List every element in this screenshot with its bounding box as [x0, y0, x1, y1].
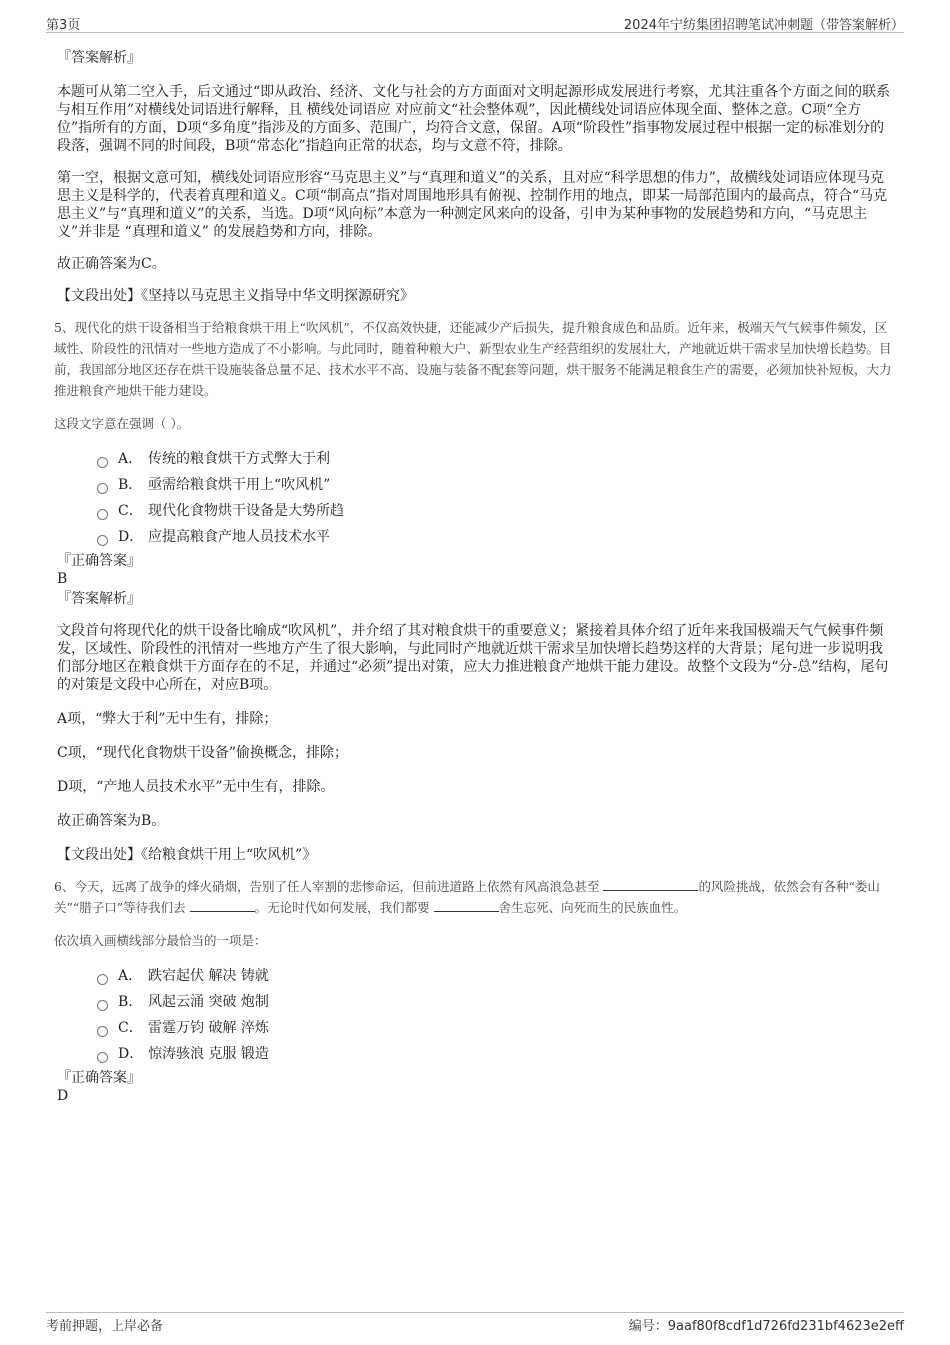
radio-icon[interactable]: [97, 1026, 108, 1037]
q5-option-c-note: C项，“现代化食物烘干设备”偷换概念，排除；: [57, 745, 349, 761]
radio-icon[interactable]: [97, 1000, 108, 1011]
q6-option-a[interactable]: A． 跌宕起伏 解决 铸就: [97, 963, 893, 989]
page-content: [54, 46, 893, 1105]
blank-3: [434, 899, 499, 912]
q5-answer: B: [57, 571, 68, 587]
q5-option-a[interactable]: A． 传统的粮食烘干方式弊大于利: [97, 446, 893, 472]
page-number: 第3页: [46, 18, 81, 33]
blank-2: [190, 899, 255, 912]
document-serial: 编号：9aaf80f8cdf1d726fd231bf4623e2eff: [628, 1319, 904, 1334]
radio-icon[interactable]: [97, 457, 108, 468]
q5-option-d[interactable]: D． 应提高粮食产地人员技术水平: [97, 524, 893, 550]
page-footer: [46, 1312, 904, 1335]
q5-analysis: 文段首句将现代化的烘干设备比喻成“吹风机”，并介绍了其对粮食烘干的重要意义；紧接着具体介绍了近年来我国极端天气气候事件频发，区域性、阶段性的汛情对一些地方产生了很大影响，与此同时产地就近烘干需求呈加快增长趋势这样的大背景；尾句进一步说明我们部分地区在粮食烘干方面存在的不足，并通过“必须”提出对策，应大力推进粮食产地烘干能力建设。故整个文段为“分-总”结构，尾句的对策是文段中心所在，对应B项。: [57, 623, 889, 693]
q6-option-d[interactable]: D． 惊涛骇浪 克服 锻造: [97, 1041, 893, 1067]
q5-answer-heading: 『正确答案』: [57, 553, 141, 569]
radio-icon[interactable]: [97, 535, 108, 546]
q5-stem: 5、现代化的烘干设备相当于给粮食烘干用上“吹风机”，不仅高效快捷，还能减少产后损失，提升粮食成色和品质。近年来，极端天气气候事件频发，区域性、阶段性的汛情对一些地方造成了不小影响。与此同时，随着种粮大户、新型农业生产经营组织的发展壮大，产地就近烘干需求呈加快增长趋势。目前，我国部分地区还存在烘干设施装备总量不足、技术水平不高、设施与装备不配套等问题，烘干服务不能满足粮食生产的需要，必须加快补短板，大力推进粮食产地烘干能力建设。: [54, 320, 892, 398]
footer-slogan: 考前押题，上岸必备: [46, 1319, 164, 1334]
q6-answer-heading: 『正确答案』: [57, 1070, 141, 1086]
q4-analysis-heading: 『答案解析』: [57, 50, 141, 66]
q5-question: 这段文字意在强调（ ）。: [54, 416, 190, 431]
q6-question: 依次填入画横线部分最恰当的一项是：: [54, 933, 267, 948]
q5-options: [57, 446, 893, 550]
q5-analysis-heading: 『答案解析』: [57, 591, 141, 607]
q5-option-a-note: A项，“弊大于利”无中生有，排除；: [57, 711, 278, 727]
document-title: 2024年宁纺集团招聘笔试冲刺题（带答案解析）: [623, 18, 904, 33]
q4-analysis-para-1: 本题可从第二空入手，后文通过“即从政治、经济、文化与社会的方方面面对文明起源形成发展进行考察，尤其注重各个方面之间的联系与相互作用”对横线处词语进行解释，且 横线处词语应 对应前文“社会整体观”，因此横线处词语应体现全面、整体之意。C项“全方位”指所有的方面，D项“多角度”指涉及的方面多、范围广，均符合文意，保留。A项“阶段性”指事物发展过程中根据一定的标准划分的段落，强调不同的时间段，B项“常态化”指趋向正常的状态，均与文意不符，排除。: [57, 84, 891, 154]
blank-1: [603, 878, 698, 891]
radio-icon[interactable]: [97, 974, 108, 985]
q4-analysis-para-2: 第一空，根据文意可知，横线处词语应形容“马克思主义”与“真理和道义”的关系，且对应“科学思想的伟力”，故横线处词语应体现马克思主义是科学的，代表着真理和道义。C项“制高点”指对周围地形具有俯视、控制作用的地点，即某一局部范围内的最高点，符合“马克思主义”与“真理和道义”的关系，当选。D项“风向标”本意为一种测定风来向的设备，引申为某种事物的发展趋势和方向，“马克思主义”并非是 “真理和道义” 的发展趋势和方向，排除。: [57, 170, 888, 240]
radio-icon[interactable]: [97, 509, 108, 520]
q5-option-d-note: D项，“产地人员技术水平”无中生有，排除。: [57, 779, 335, 795]
page-header: [46, 12, 904, 33]
q6-option-c[interactable]: C． 雷霆万钧 破解 淬炼: [97, 1015, 893, 1041]
q5-option-c[interactable]: C． 现代化食物烘干设备是大势所趋: [97, 498, 893, 524]
q6-options: [57, 963, 893, 1067]
q5-source: 【文段出处】《给粮食烘干用上“吹风机”》: [57, 847, 317, 863]
q6-answer: D: [57, 1088, 69, 1104]
radio-icon[interactable]: [97, 1052, 108, 1063]
radio-icon[interactable]: [97, 483, 108, 494]
q5-option-b[interactable]: B． 亟需给粮食烘干用上“吹风机”: [97, 472, 893, 498]
q6-option-b[interactable]: B． 风起云涌 突破 炮制: [97, 989, 893, 1015]
q4-conclusion: 故正确答案为C。: [57, 256, 166, 272]
q4-source: 【文段出处】《坚持以马克思主义指导中华文明探源研究》: [57, 288, 414, 304]
q6-stem: 6、今天，远离了战争的烽火硝烟，告别了任人宰割的悲惨命运，但前进道路上依然有风高浪急甚至 的风险挑战，依然会有各种“娄山关”“腊子口”等待我们去 。无论时代如何发展，我们都要 舍生忘死、向死而生的民族血性。: [54, 879, 880, 915]
q5-conclusion: 故正确答案为B。: [57, 813, 166, 829]
